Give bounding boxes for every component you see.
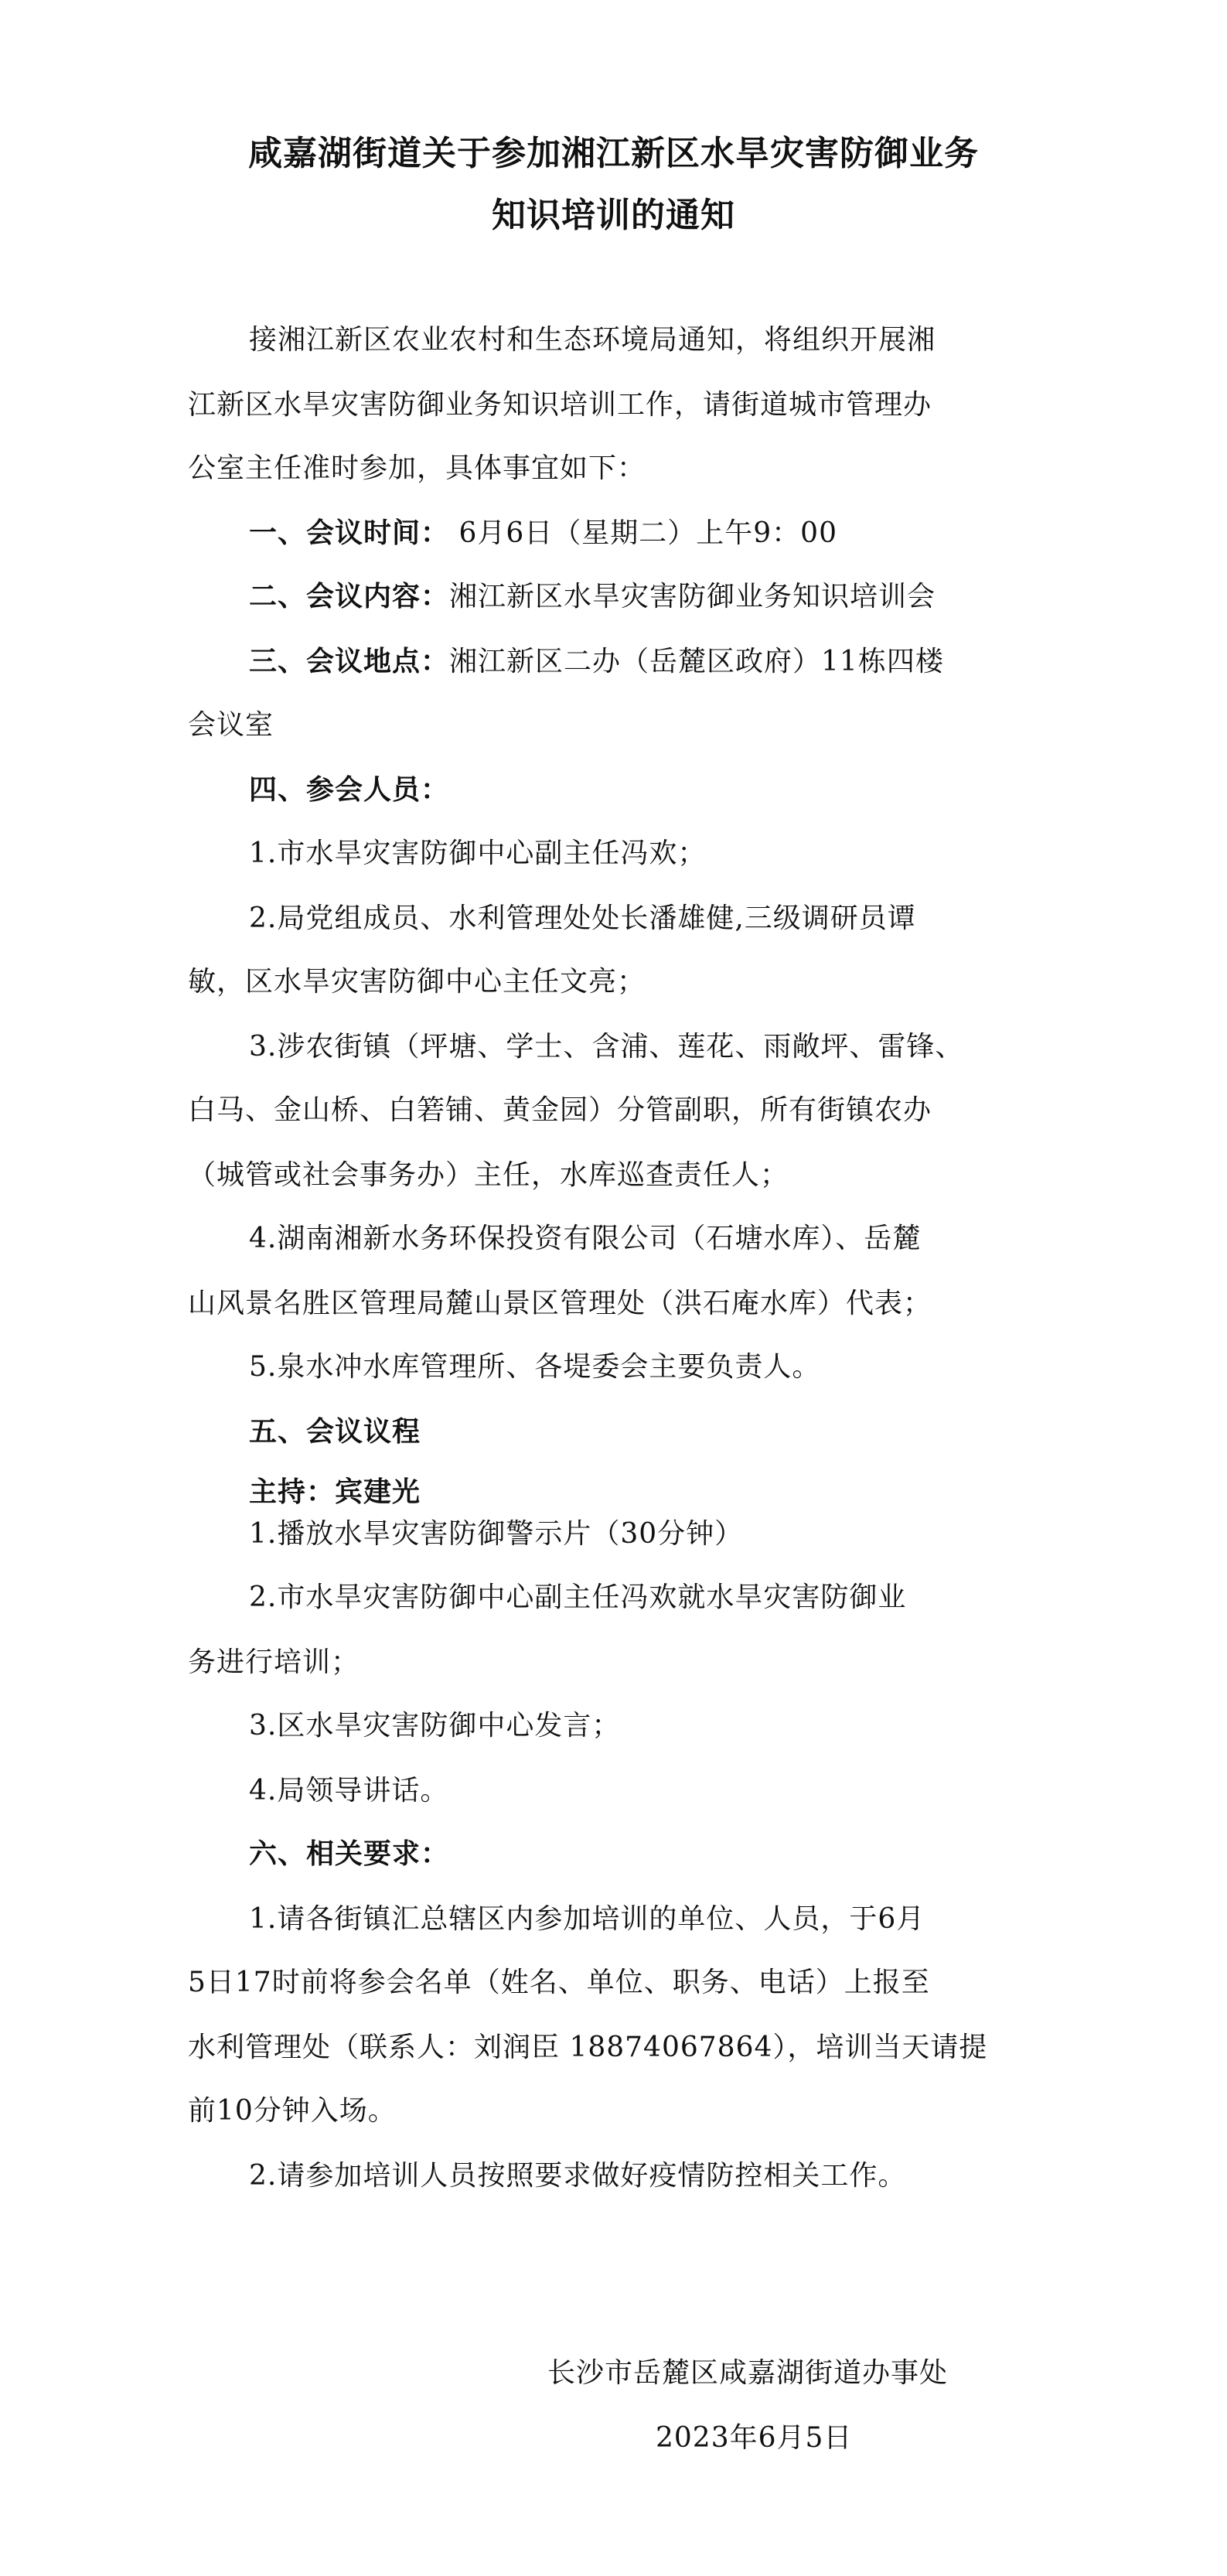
agenda-item-2-line-2: 务进行培训； [188,1646,360,1678]
section-meeting-location-label: 三、会议地点： [249,646,450,677]
agenda-host: 主持：宾建光 [249,1476,421,1508]
attendee-item-1: 1.市水旱灾害防御中心副主任冯欢； [249,838,707,869]
attendee-item-3-line-1: 3.涉农街镇（坪塘、学士、含浦、莲花、雨敞坪、雷锋、 [249,1031,964,1063]
section-meeting-time-value: 6月6日（星期二）上午9：00 [449,517,837,549]
section-attendees-label: 四、参会人员： [249,774,450,806]
requirement-item-1-line-1: 1.请各街镇汇总辖区内参加培训的单位、人员，于6月 [249,1903,925,1935]
intro-line-2: 江新区水旱灾害防御业务知识培训工作，请街道城市管理办 [188,389,932,421]
issuing-organization: 长沙市岳麓区咸嘉湖街道办事处 [547,2357,949,2389]
attendee-item-3-line-3: （城管或社会事务办）主任，水库巡查责任人； [188,1159,789,1191]
requirement-item-1-line-3: 水利管理处（联系人：刘润臣 18874067864），培训当天请提 [188,2032,988,2063]
document-title-line-2: 知识培训的通知 [492,196,735,235]
intro-line-1: 接湘江新区农业农村和生态环境局通知，将组织开展湘 [249,324,936,356]
section-meeting-location [249,645,944,679]
requirement-item-1-line-4: 前10分钟入场。 [188,2095,397,2127]
section-meeting-location-value: 湘江新区二办（岳麓区政府）11栋四楼 [449,646,944,677]
section-meeting-content-label: 二、会议内容： [249,581,450,612]
section-agenda-label: 五、会议议程 [249,1416,421,1448]
requirement-item-2: 2.请参加培训人员按照要求做好疫情防控相关工作。 [249,2160,907,2192]
attendee-item-3-line-2: 白马、金山桥、白箬铺、黄金园）分管副职，所有街镇农办 [188,1094,932,1126]
section-meeting-content [249,580,936,614]
agenda-item-3: 3.区水旱灾害防御中心发言； [249,1710,621,1742]
intro-line-3: 公室主任准时参加，具体事宜如下： [188,452,646,484]
section-meeting-time [249,517,837,551]
attendee-item-2-line-2: 敏，区水旱灾害防御中心主任文亮； [188,966,646,998]
attendee-item-4-line-2: 山风景名胜区管理局麓山景区管理处（洪石庵水库）代表； [188,1288,932,1319]
requirement-item-1-line-2: 5日17时前将参会名单（姓名、单位、职务、电话）上报至 [188,1967,930,1998]
section-meeting-time-label: 一、会议时间： [249,517,450,549]
document-title-line-1: 咸嘉湖街道关于参加湘江新区水旱灾害防御业务 [248,134,979,173]
attendee-item-5: 5.泉水冲水库管理所、各堤委会主要负责人。 [249,1351,821,1383]
agenda-item-1: 1.播放水旱灾害防御警示片（30分钟） [249,1518,744,1550]
agenda-item-4: 4.局领导讲话。 [249,1775,449,1807]
section-meeting-content-value: 湘江新区水旱灾害防御业务知识培训会 [449,581,936,612]
section-requirements-label: 六、相关要求： [249,1838,450,1870]
agenda-item-2-line-1: 2.市水旱灾害防御中心副主任冯欢就水旱灾害防御业 [249,1581,907,1613]
attendee-item-4-line-1: 4.湖南湘新水务环保投资有限公司（石塘水库）、岳麓 [249,1223,922,1254]
issue-date: 2023年6月5日 [656,2422,853,2454]
attendee-item-2-line-1: 2.局党组成员、水利管理处处长潘雄健,三级调研员谭 [249,902,916,934]
section-meeting-location-cont: 会议室 [188,709,274,741]
